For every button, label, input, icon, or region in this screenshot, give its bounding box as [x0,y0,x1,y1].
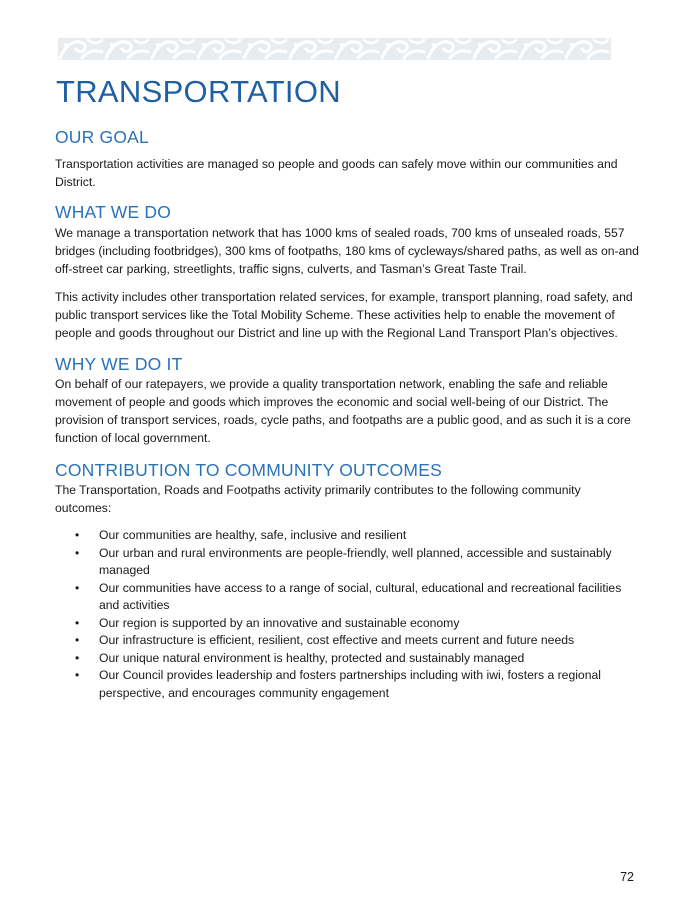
paragraph: This activity includes other transportation related services, for example, transport planning, road safety, and public transport services like the Total Mobility Scheme. These activities help to enable the movement of people and goods throughout our District and line up with the Regional Land Transport Plan’s objectives. [55,290,633,340]
bullet-icon: • [75,580,80,595]
heading-community-outcomes: CONTRIBUTION TO COMMUNITY OUTCOMES [55,460,442,480]
heading-our-goal: OUR GOAL [55,127,149,147]
list-item: • Our communities are healthy, safe, inclusive and resilient [55,527,640,545]
bullet-icon: • [75,668,80,682]
list-item: • Our urban and rural environments are people-friendly, well planned, accessible and sustainably managed [75,545,612,577]
list-item: • Our communities have access to a range of social, cultural, educational and recreational facilities and activities [75,580,622,612]
outcomes-list [55,527,640,702]
page-content [55,126,640,702]
paragraph: Transportation activities are managed so people and goods can safely move within our communities and District. [55,157,618,189]
list-item: • Our region is supported by an innovative and sustainable economy [55,615,640,633]
paragraph: On behalf of our ratepayers, we provide a quality transportation network, enabling the safe and reliable movement of people and goods which improves the economic and social well-being of our District. The provision of transport services, roads, cycle paths, and footpaths are a public good, and as such it is a core function of local government. [55,377,631,445]
list-item: • Our infrastructure is efficient, resilient, cost effective and meets current and future needs [55,632,640,650]
bullet-icon: • [75,545,80,560]
decorative-pattern-banner [58,38,611,60]
bullet-icon: • [75,650,80,665]
banner-pattern-icon [58,38,611,60]
list-item: • Our unique natural environment is healthy, protected and sustainably managed [55,650,640,668]
list-item: • Our Council provides leadership and fosters partnerships including with iwi, fosters a regional perspective, and encourages community engagement [75,668,601,700]
paragraph: The Transportation, Roads and Footpaths activity primarily contributes to the following community outcomes: [55,483,581,515]
page-title: TRANSPORTATION [56,74,341,109]
heading-why-we-do-it: WHY WE DO IT [55,354,183,374]
section-our-goal [55,126,640,191]
section-community-outcomes [55,459,640,702]
bullet-icon: • [75,633,80,647]
bullet-icon: • [75,528,80,542]
heading-what-we-do: WHAT WE DO [55,202,172,222]
page-number: 72 [620,870,634,884]
bullet-icon: • [75,615,80,630]
section-why-we-do-it [55,353,640,447]
section-what-we-do [55,201,640,342]
paragraph: We manage a transportation network that has 1000 kms of sealed roads, 700 kms of unsealed roads, 557 bridges (including footbridges), 300 kms of footpaths, 180 kms of cycleways/shared paths, as well as on-and off-street car parking, streetlights, traffic signs, culverts, and Tasman’s Great Taste Trail. [55,226,639,276]
